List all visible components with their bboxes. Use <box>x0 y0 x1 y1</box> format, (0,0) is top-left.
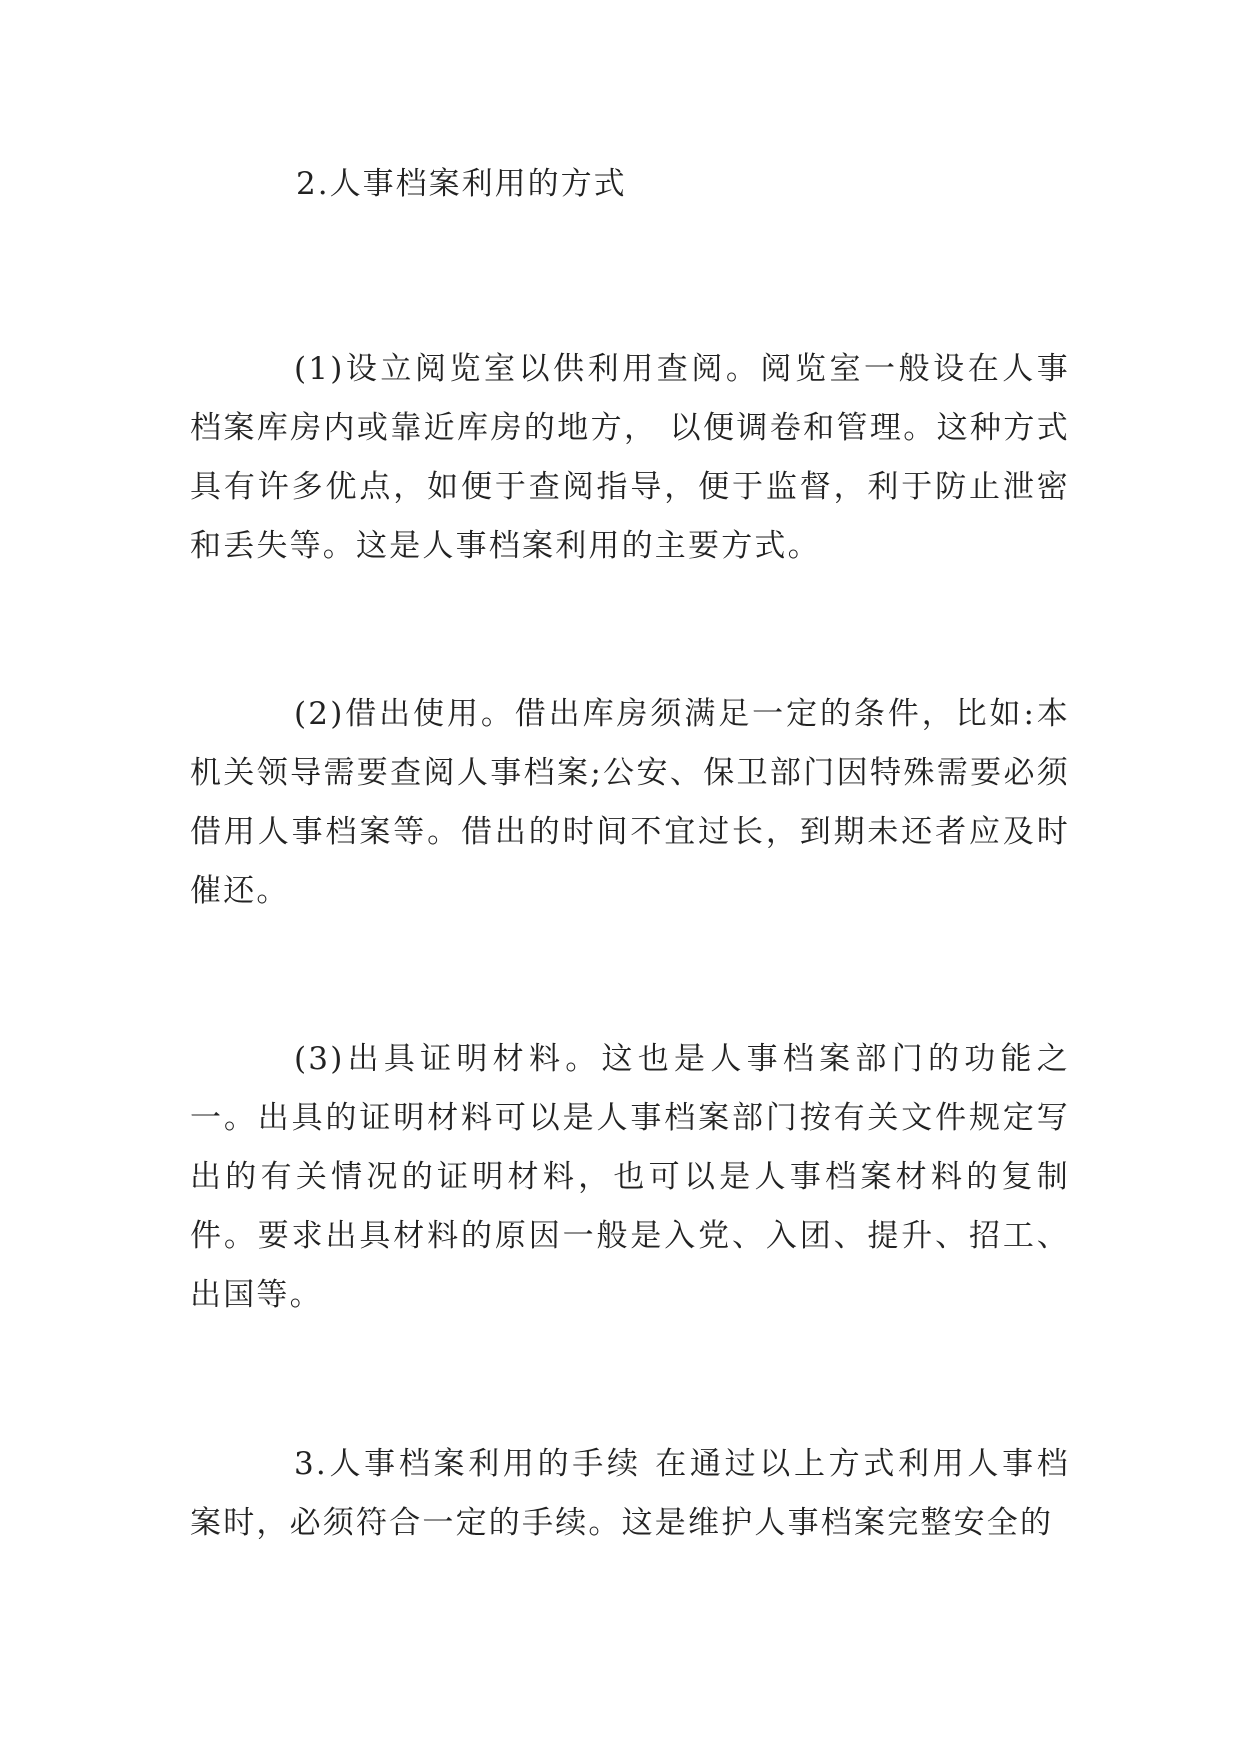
paragraph-borrowing: (2)借出使用。借出库房须满足一定的条件，比如:本机关领导需要查阅人事档案;公安、保卫部门因特殊需要必须借用人事档案等。借出的时间不宜过长，到期未还者应及时催还。 <box>190 696 1070 909</box>
paragraph-reading-room: (1)设立阅览室以供利用查阅。阅览室一般设在人事档案库房内或靠近库房的地方， 以便调卷和管理。这种方式具有许多优点，如便于查阅指导，便于监督，利于防止泄密和丢失等。这是人事档案利用的主要方式。 <box>190 351 1070 564</box>
section-heading: 2.人事档案利用的方式 <box>296 166 627 202</box>
paragraph-certification: (3)出具证明材料。这也是人事档案部门的功能之一。出具的证明材料可以是人事档案部门按有关文件规定写出的有关情况的证明材料，也可以是人事档案材料的复制件。要求出具材料的原因一般是入党、入团、提升、招工、出国等。 <box>190 1041 1070 1313</box>
paragraph-procedures: 3.人事档案利用的手续 在通过以上方式利用人事档案时，必须符合一定的手续。这是维护人事档案完整安全的 <box>190 1446 1070 1541</box>
